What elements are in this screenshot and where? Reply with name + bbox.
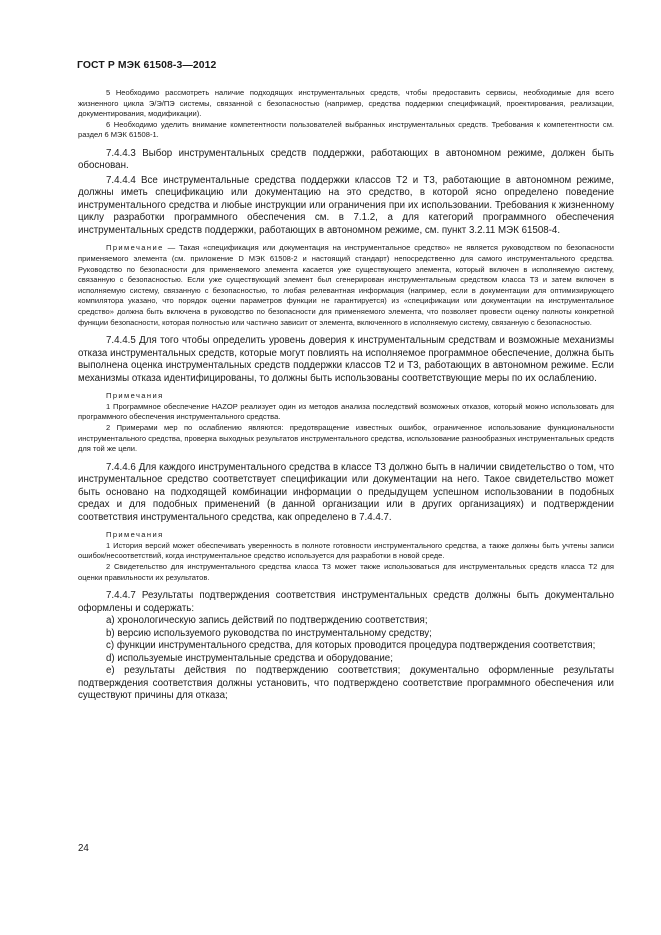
paragraph-text: 7.4.4.6 Для каждого инструментального средства в классе Т3 должно быть в наличии свидетельство о том, что инструментальное средство соответствует спецификации или документации на него. Такое свидетельство может быть основано на подходящей комбинации информации о предыдущем успешном использовании в подобных средах и для подобных применений (в данной организации или в других организациях) и подтверждении соответствия инструментального средства, как определено в 7.4.4.7.	[78, 461, 614, 523]
paragraph	[78, 640, 614, 653]
paragraph	[78, 120, 614, 141]
paragraph	[78, 148, 614, 173]
paragraph	[78, 590, 614, 615]
paragraph-text: 7.4.4.5 Для того чтобы определить уровень доверия к инструментальным средствам и возможные механизмы отказа инструментальных средств, которые могут повлиять на исполняемое программное обеспечение, должна быть выполнена оценка инструментальных средств поддержки классов Т2 и Т3, работающих в автономном режиме. Если механизмы отказа идентифицированы, то должны быть использованы соответствующие меры по их ослаблению.	[78, 335, 614, 384]
paragraph	[78, 653, 614, 666]
paragraph	[78, 562, 614, 583]
paragraph-text: Примечания	[106, 391, 164, 401]
paragraph	[78, 88, 614, 120]
paragraph	[78, 628, 614, 641]
paragraph-text: d) используемые инструментальные средства и оборудование;	[106, 652, 393, 664]
document-body	[78, 88, 614, 703]
paragraph-text: Примечания	[106, 530, 164, 540]
paragraph-text: а) хронологическую запись действий по подтверждению соответствия;	[106, 615, 428, 627]
paragraph	[78, 530, 614, 541]
paragraph-text: 1 Программное обеспечение HAZOP реализует один из методов анализа последствий возможных отказов, который можно использовать для программного обеспечения инструментального средства.	[78, 401, 614, 422]
paragraph-text: c) функции инструментального средства, для которых проводится процедура подтверждения соответствия;	[106, 640, 596, 652]
paragraph	[78, 423, 614, 455]
paragraph-text: 7.4.4.4 Все инструментальные средства поддержки классов Т2 и Т3, работающие в автономном режиме, должны иметь спецификацию или документацию на это средство, в которой ясно определено поведение инструментального средства и любые инструкции или ограничения при их использовании. Требования к жизненному циклу разработки программного обеспечения см. в 7.1.2, а для категорий программного обеспечения инструментальных средств поддержки, работающих в автономном режиме, см. пункт 3.2.11 МЭК 61508-4.	[78, 174, 614, 236]
paragraph-text: 2 Примерами мер по ослаблению являются: предотвращение известных ошибок, ограниченное использование функциональности инструментального средства, проверка выходных результатов инструментального средства, использование разнообразных инструментальных средств для той же цели.	[78, 423, 614, 454]
paragraph-text: 7.4.4.7 Результаты подтверждения соответствия инструментальных средств должны быть документально оформлены и содержать:	[78, 590, 614, 614]
paragraph-text: 6 Необходимо уделить внимание компетентности пользователей выбранных инструментальных средств. Требования к компетентности см. раздел 6 МЭК 61508-1.	[78, 119, 614, 140]
paragraph	[78, 541, 614, 562]
paragraph	[78, 175, 614, 238]
paragraph	[78, 615, 614, 628]
paragraph-text: b) версию используемого руководства по инструментальному средству;	[106, 627, 432, 639]
paragraph	[78, 391, 614, 402]
document-header: ГОСТ Р МЭК 61508-3—2012	[77, 60, 217, 71]
page-number: 24	[78, 843, 89, 854]
paragraph-text: 7.4.4.3 Выбор инструментальных средств поддержки, работающих в автономном режиме, должен быть обоснован.	[78, 147, 614, 172]
paragraph-text: 2 Свидетельство для инструментального средства класса Т3 может также использоваться для инструментальных средств класса Т2 для оценки правильности их результатов.	[78, 562, 614, 582]
paragraph-text: 5 Необходимо рассмотреть наличие подходящих инструментальных средств, чтобы предоставить сервисы, необходимые для всего жизненного цикла Э/Э/ПЭ системы, связанной с безопасностью (например, средства поддержки спецификаций, проектирования, реализации, документирования, модификации).	[78, 88, 614, 119]
paragraph-text: e) результаты действия по подтверждению соответствия; документально оформленные результаты подтверждения соответствия должны установить, что подтверждено соответствие программного обеспечения или существуют причины для отказа;	[78, 665, 614, 702]
paragraph	[78, 665, 614, 703]
paragraph	[78, 462, 614, 525]
paragraph	[78, 335, 614, 385]
paragraph	[78, 243, 614, 328]
paragraph-text: — Такая «спецификация или документация на инструментальное средство» не является руководством по безопасности применяемого элемента (см. приложение D МЭК 61508-2 и настоящий стандарт) непосредственно для самого инструментального средства. Руководство по безопасности для применяемого элемента касается уже существующего элемента, который включен в исполняемую систему, связанную с безопасностью. Если уже существующий элемент был сгенерирован инструментальным средством класса Т3 и затем включен в исполняемую систему, связанную с безопасностью, то любая релевантная информация (например, если в документации для оптимизирующего компилятора указано, что порядок оценки параметров функции не гарантируется) из «спецификации или документации на инструментальное средство» должна быть включена в руководство по безопасности для применяемого элемента, что позволяет провести оценку полноты конкретной функции безопасности, которая полностью или частично зависит от элемента, включенного в исполняемую систему, связанную с безопасностью.	[78, 243, 614, 327]
paragraph	[78, 402, 614, 423]
paragraph-text: 1 История версий может обеспечивать уверенность в полноте готовности инструментального средства, а также должны быть учтены записи ошибок/несоответствий, когда инструментальное средство используется для разработки в новой среде.	[78, 540, 614, 561]
note-label: Примечание	[106, 243, 164, 253]
